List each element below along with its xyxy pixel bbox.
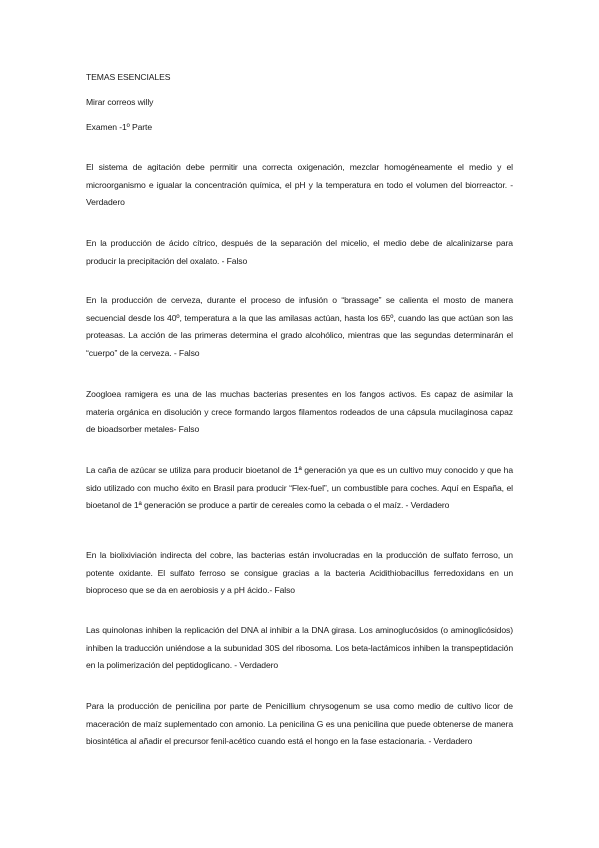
statement-paragraph: En la biolixiviación indirecta del cobre, las bacterias están involucradas en la producción de sulfato ferroso, un potente oxidante. El sulfato ferroso se consigue gracias a la bacteria Acidithiobacillus ferredoxidans en un bioproceso que se da en aerobiosis y a pH ácido.- Falso bbox=[86, 550, 513, 595]
statement-paragraph: En la producción de cerveza, durante el proceso de infusión o “brassage” se calienta el mosto de manera secuencial desde los 40º, temperatura a la que las amilasas actúan, hasta los 65º, cuando las que actúan son las proteasas. La acción de las primeras determina el grado alcohólico, mientras que las segundas determinarán el “cuerpo” de la cerveza. - Falso bbox=[86, 295, 513, 358]
statement-paragraph: La caña de azúcar se utiliza para producir bioetanol de 1ª generación ya que es un cultivo muy conocido y que ha sido utilizado con mucho éxito en Brasil para producir “Flex-fuel”, un combustible para coches. Aquí en España, el bioetanol de 1ª generación se produce a partir de cereales como la cebada o el maíz. - Verdadero bbox=[86, 465, 513, 510]
statement-paragraph: Zoogloea ramigera es una de las muchas bacterias presentes en los fangos activos. Es capaz de asimilar la materia orgánica en disolución y crece formando largos filamentos rodeados de una cápsula mucilaginosa capaz de bioadsorber metales- Falso bbox=[86, 389, 513, 434]
note-line: Mirar correos willy bbox=[86, 97, 154, 107]
statement-paragraph: Las quinolonas inhiben la replicación del DNA al inhibir a la DNA girasa. Los aminoglucósidos (o aminoglicósidos) inhiben la traducción uniéndose a la subunidad 30S del ribosoma. Los beta-lactámicos inhiben la transpeptidación en la polimerización del peptidoglicano. - Verdadero bbox=[86, 625, 513, 670]
document-title: TEMAS ESENCIALES bbox=[86, 72, 171, 82]
statement-paragraph: Para la producción de penicilina por parte de Penicillium chrysogenum se usa como medio de cultivo licor de maceración de maíz suplementado con amonio. La penicilina G es una penicilina que puede obtenerse de manera biosintética al añadir el precursor fenil-acético cuando está el hongo en la fase estacionaria. - Verdadero bbox=[86, 701, 513, 746]
statement-paragraph: En la producción de ácido cítrico, después de la separación del micelio, el medio debe de alcalinizarse para producir la precipitación del oxalato. - Falso bbox=[86, 238, 513, 266]
exam-line: Examen -1º Parte bbox=[86, 122, 153, 132]
statement-paragraph: El sistema de agitación debe permitir una correcta oxigenación, mezclar homogéneamente el medio y el microorganismo e igualar la concentración química, el pH y la temperatura en todo el volumen del biorreactor. - Verdadero bbox=[86, 162, 513, 207]
